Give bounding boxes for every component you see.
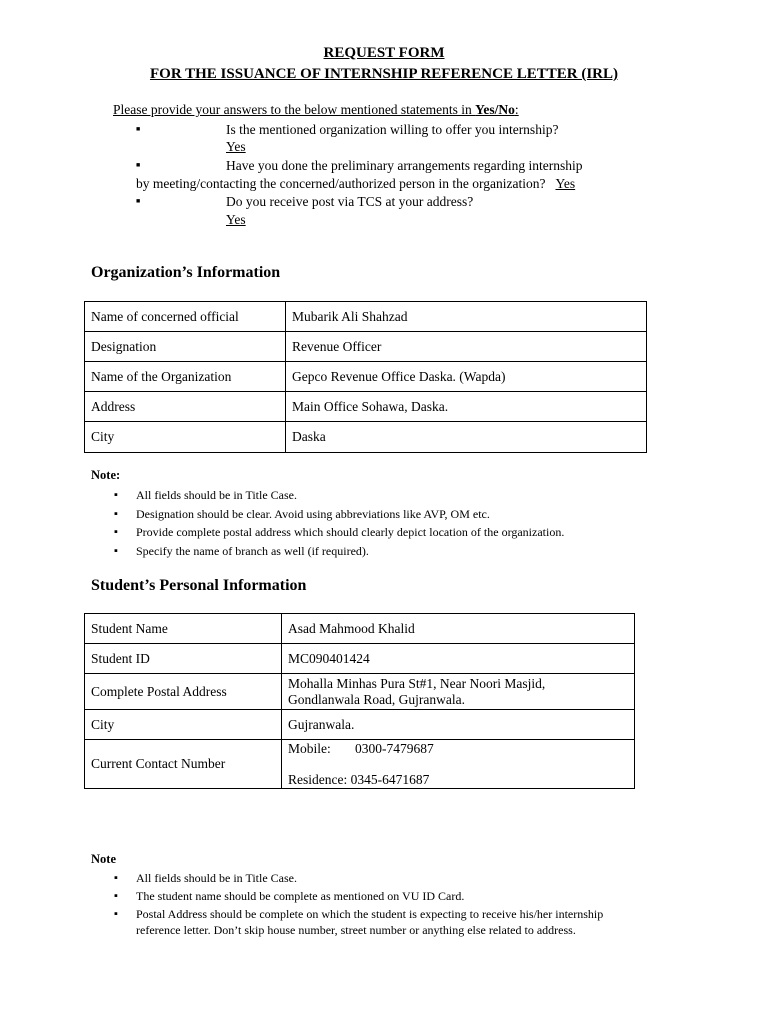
org-value: Main Office Sohawa, Daska. bbox=[286, 392, 647, 422]
residence-label: Residence: bbox=[288, 772, 348, 787]
list-item: ▪ Specify the name of branch as well (if required). bbox=[113, 542, 564, 561]
note-1-heading: Note: bbox=[91, 468, 121, 482]
question-2-text2: by meeting/contacting the concerned/authorized person in the organization? bbox=[136, 176, 546, 191]
table-row bbox=[85, 332, 647, 362]
list-item: ▪ Designation should be clear. Avoid using abbreviations like AVP, OM etc. bbox=[113, 505, 564, 524]
table-row bbox=[85, 422, 647, 453]
student-label: City bbox=[85, 710, 282, 740]
question-2-text: Have you done the preliminary arrangements regarding internship bbox=[226, 158, 583, 173]
mobile-number: 0300-7479687 bbox=[355, 741, 434, 756]
list-item: ▪ The student name should be complete as mentioned on VU ID Card. bbox=[113, 888, 603, 904]
question-1-answer: Yes bbox=[226, 139, 246, 154]
mobile-line bbox=[288, 741, 628, 772]
instructions-prefix: Please provide your answers to the below mentioned statements in bbox=[113, 102, 476, 117]
table-row bbox=[85, 362, 647, 392]
list-item-line-1: Postal Address should be complete on which the student is expecting to receive his/her internship bbox=[136, 907, 604, 921]
bullet-icon: ■ bbox=[136, 197, 141, 205]
org-value: Mubarik Ali Shahzad bbox=[286, 302, 647, 332]
table-row bbox=[85, 644, 635, 674]
instructions bbox=[113, 102, 519, 118]
residence-line bbox=[288, 772, 628, 788]
org-heading: Organization’s Information bbox=[91, 264, 281, 281]
org-table bbox=[84, 301, 647, 453]
list-item: ▪ Provide complete postal address which should clearly depict location of the organization. bbox=[113, 523, 564, 542]
question-1-text: Is the mentioned organization willing to offer you internship? bbox=[226, 122, 559, 137]
org-label: Name of concerned official bbox=[85, 302, 286, 332]
student-heading: Student’s Personal Information bbox=[91, 577, 307, 594]
table-row bbox=[85, 302, 647, 332]
list-item bbox=[113, 906, 603, 938]
student-label: Student Name bbox=[85, 614, 282, 644]
note-1-list bbox=[113, 486, 564, 560]
table-row bbox=[85, 614, 635, 644]
org-label: Designation bbox=[85, 332, 286, 362]
table-row bbox=[85, 740, 635, 789]
address-line-1: Mohalla Minhas Pura St#1, Near Noori Masjid, bbox=[288, 675, 546, 691]
student-value bbox=[282, 740, 635, 789]
question-2-answer: Yes bbox=[555, 176, 576, 191]
student-label: Current Contact Number bbox=[85, 740, 282, 789]
instructions-suffix: : bbox=[514, 102, 519, 117]
mobile-label: Mobile: bbox=[288, 741, 331, 756]
student-label: Complete Postal Address bbox=[85, 674, 282, 710]
bullet-icon: ■ bbox=[136, 125, 141, 133]
student-value: MC090401424 bbox=[282, 644, 635, 674]
org-label: Name of the Organization bbox=[85, 362, 286, 392]
list-item: ▪ All fields should be in Title Case. bbox=[113, 870, 603, 886]
org-value: Gepco Revenue Office Daska. (Wapda) bbox=[286, 362, 647, 392]
student-label: Student ID bbox=[85, 644, 282, 674]
question-2-text-cont bbox=[136, 176, 575, 192]
note-2-heading: Note bbox=[91, 852, 116, 866]
form-title: REQUEST FORM bbox=[323, 45, 445, 61]
note-2-list bbox=[113, 870, 603, 940]
org-value: Daska bbox=[286, 422, 647, 453]
org-value: Revenue Officer bbox=[286, 332, 647, 362]
list-item: ▪ All fields should be in Title Case. bbox=[113, 486, 564, 505]
instructions-bold: Yes/No bbox=[475, 102, 515, 117]
student-value bbox=[282, 674, 635, 710]
residence-number: 0345-6471687 bbox=[350, 772, 430, 787]
table-row bbox=[85, 710, 635, 740]
question-3-text: Do you receive post via TCS at your address? bbox=[226, 194, 474, 209]
address-line-2: Gondlanwala Road, Gujranwala. bbox=[288, 691, 465, 707]
org-label: City bbox=[85, 422, 286, 453]
bullet-icon: ■ bbox=[136, 161, 141, 169]
student-table bbox=[84, 613, 635, 789]
org-label: Address bbox=[85, 392, 286, 422]
table-row bbox=[85, 674, 635, 710]
student-value: Gujranwala. bbox=[282, 710, 635, 740]
student-value: Asad Mahmood Khalid bbox=[282, 614, 635, 644]
form-subtitle: FOR THE ISSUANCE OF INTERNSHIP REFERENCE LETTER (IRL) bbox=[149, 66, 618, 82]
table-row bbox=[85, 392, 647, 422]
list-item-line-2: reference letter. Don’t skip house number, street number or anything else related to address. bbox=[136, 923, 576, 937]
question-3-answer: Yes bbox=[226, 212, 246, 227]
